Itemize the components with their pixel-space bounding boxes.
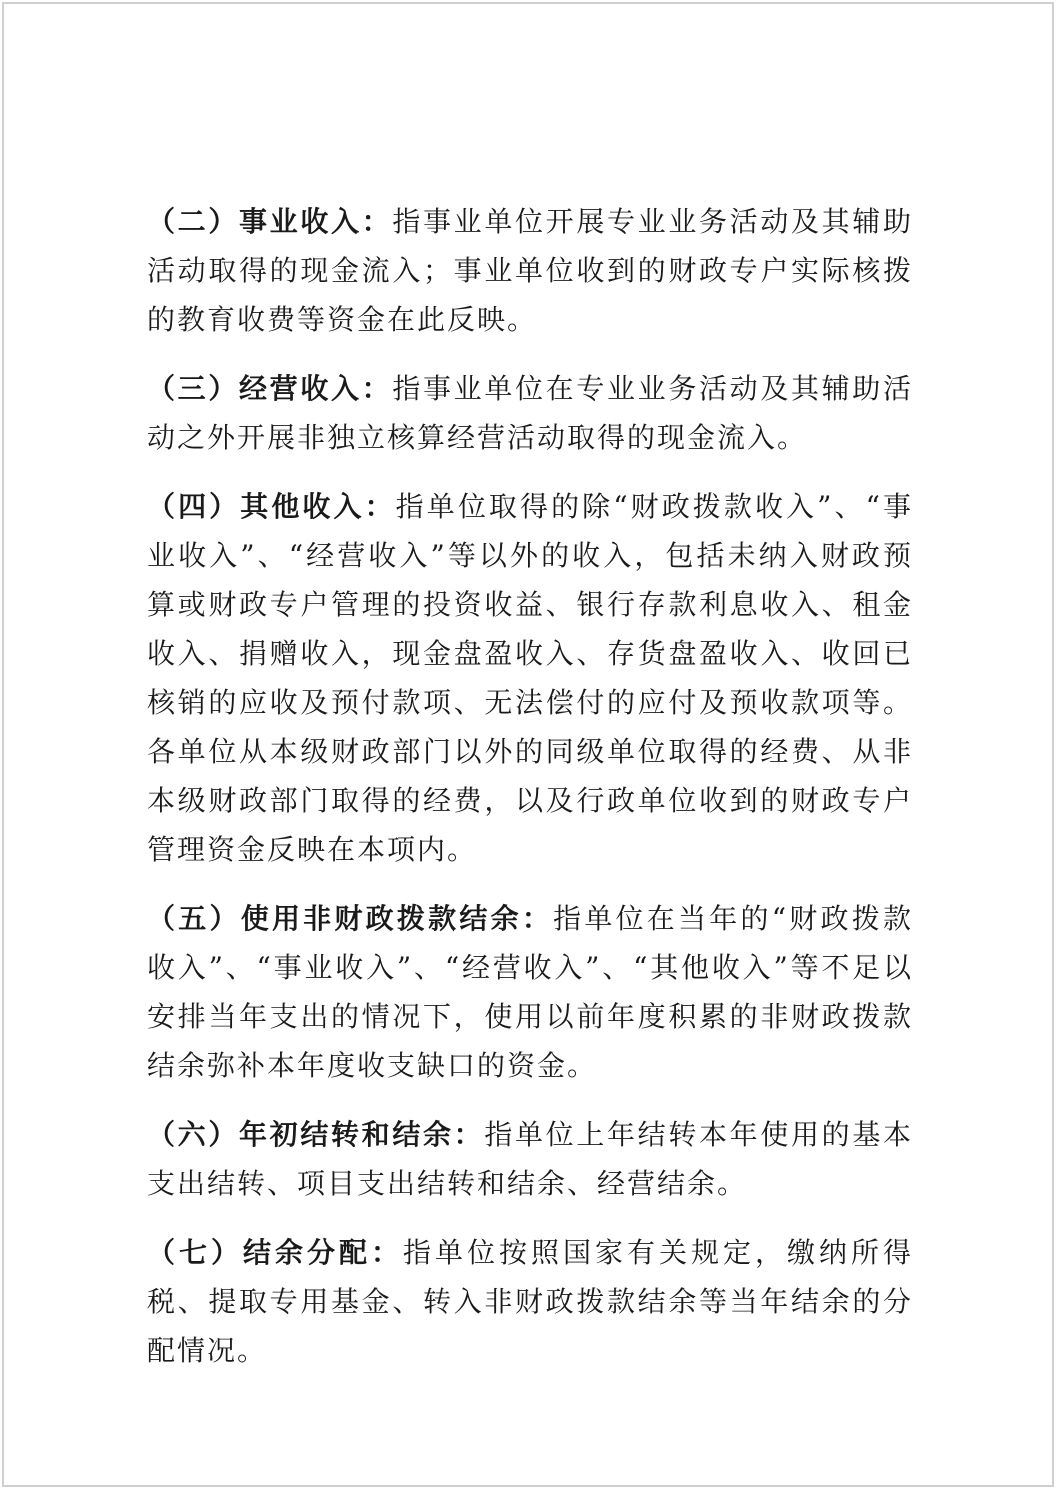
paragraph-heading: （五）使用非财政拨款结余： xyxy=(147,902,554,935)
paragraph-heading: （七）结余分配： xyxy=(147,1236,403,1269)
paragraph-non-fiscal-surplus xyxy=(147,894,913,1090)
paragraph-business-income xyxy=(147,197,913,344)
paragraph-heading: （四）其他收入： xyxy=(147,490,396,523)
paragraph-text: 指单位按照国家有关规定，缴纳所得税、提取专用基金、转入非财政拨款结余等当年结余的分配情况。 xyxy=(147,1236,913,1367)
paragraph-text: 指事业单位开展专业业务活动及其辅助活动取得的现金流入；事业单位收到的财政专户实际核拨的教育收费等资金在此反映。 xyxy=(147,205,913,336)
paragraph-opening-carryover xyxy=(147,1110,913,1208)
paragraph-text: 指单位上年结转本年使用的基本支出结转、项目支出结转和结余、经营结余。 xyxy=(147,1118,913,1200)
paragraph-other-income xyxy=(147,482,913,874)
paragraph-surplus-distribution xyxy=(147,1228,913,1375)
paragraph-heading: （三）经营收入： xyxy=(147,372,393,405)
document-page xyxy=(2,2,1054,1487)
paragraph-text: 指单位在当年的“财政拨款收入”、“事业收入”、“经营收入”、“其他收入”等不足以安排当年支出的情况下，使用以前年度积累的非财政拨款结余弥补本年度收支缺口的资金。 xyxy=(147,902,913,1082)
paragraph-text: 指事业单位在专业业务活动及其辅助活动之外开展非独立核算经营活动取得的现金流入。 xyxy=(147,372,913,454)
paragraph-heading: （二）事业收入： xyxy=(147,205,393,238)
paragraph-heading: （六）年初结转和结余： xyxy=(147,1118,485,1151)
paragraph-text: 指单位取得的除“财政拨款收入”、“事业收入”、“经营收入”等以外的收入，包括未纳入财政预算或财政专户管理的投资收益、银行存款利息收入、租金收入、捐赠收入，现金盘盈收入、存货盘盈收入、收回已核销的应收及预付款项、无法偿付的应付及预收款项等。各单位从本级财政部门以外的同级单位取得的经费、从非本级财政部门取得的经费，以及行政单位收到的财政专户管理资金反映在本项内。 xyxy=(147,490,913,866)
document-body xyxy=(147,197,913,1395)
paragraph-operating-income xyxy=(147,364,913,462)
